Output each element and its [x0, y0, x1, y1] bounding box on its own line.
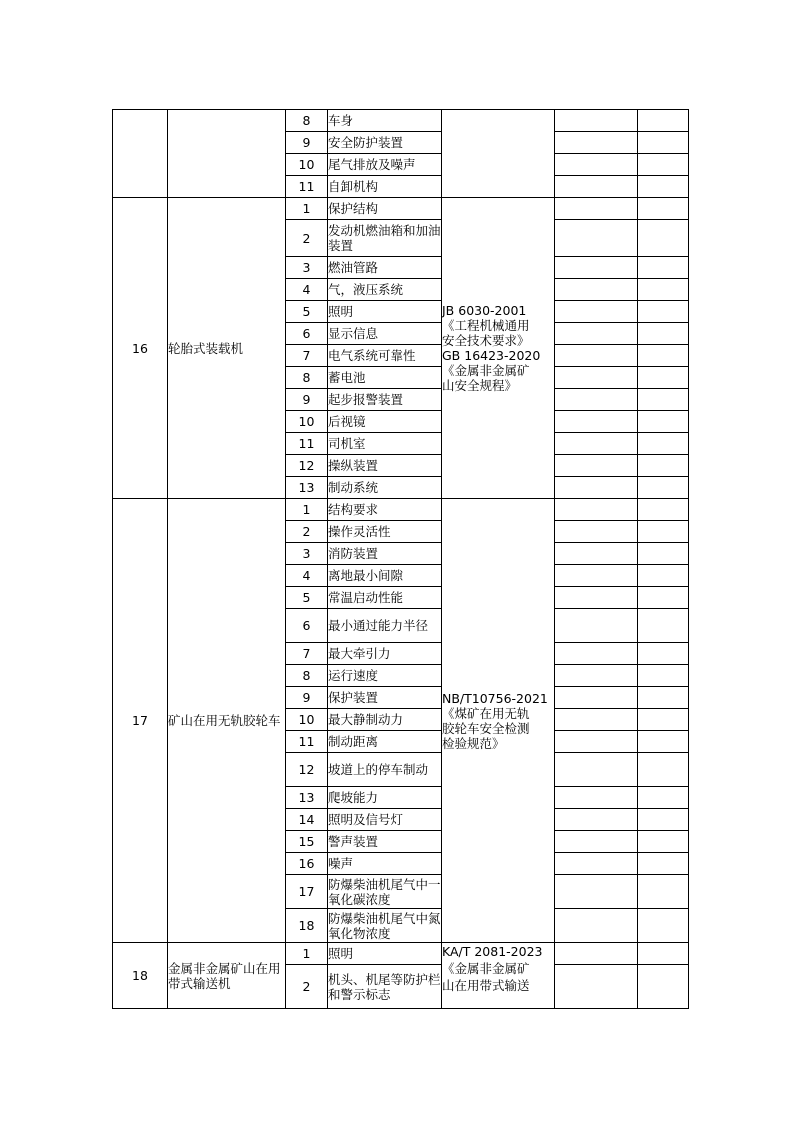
inspection-item-cell: 燃油管路: [328, 257, 442, 279]
inspection-item-cell: 显示信息: [328, 323, 442, 345]
item-number-cell: 2: [286, 521, 328, 543]
equipment-name-cell: 金属非金属矿山在用带式输送机: [168, 943, 286, 1009]
table-row: [113, 198, 689, 220]
remark-cell: [638, 965, 689, 1009]
remark-cell: [638, 132, 689, 154]
standard-line: 《金属非金属矿: [442, 363, 530, 378]
result-cell: [555, 132, 638, 154]
inspection-item-cell: 常温启动性能: [328, 587, 442, 609]
result-cell: [555, 787, 638, 809]
item-number-cell: 18: [286, 909, 328, 943]
remark-cell: [638, 323, 689, 345]
item-number-cell: 12: [286, 455, 328, 477]
item-number-cell: 17: [286, 875, 328, 909]
remark-cell: [638, 279, 689, 301]
inspection-item-cell: 蓄电池: [328, 367, 442, 389]
remark-cell: [638, 665, 689, 687]
item-number-cell: 3: [286, 257, 328, 279]
inspection-item-cell: 最小通过能力半径: [328, 609, 442, 643]
result-cell: [555, 345, 638, 367]
remark-cell: [638, 477, 689, 499]
item-number-cell: 10: [286, 154, 328, 176]
result-cell: [555, 279, 638, 301]
inspection-item-cell: 操纵装置: [328, 455, 442, 477]
item-number-cell: 13: [286, 477, 328, 499]
inspection-item-cell: 运行速度: [328, 665, 442, 687]
remark-cell: [638, 154, 689, 176]
standard-line: NB/T10756-2021: [442, 690, 548, 706]
remark-cell: [638, 389, 689, 411]
inspection-item-cell: 制动系统: [328, 477, 442, 499]
standard-cell: [442, 499, 555, 943]
standard-line: 山在用带式输送: [442, 978, 530, 993]
remark-cell: [638, 433, 689, 455]
inspection-item-cell: 最大静制动力: [328, 709, 442, 731]
inspection-item-cell: 警声装置: [328, 831, 442, 853]
remark-cell: [638, 257, 689, 279]
remark-cell: [638, 875, 689, 909]
remark-cell: [638, 110, 689, 132]
remark-cell: [638, 587, 689, 609]
inspection-item-cell: 坡道上的停车制动: [328, 753, 442, 787]
result-cell: [555, 731, 638, 753]
result-cell: [555, 301, 638, 323]
result-cell: [555, 389, 638, 411]
item-number-cell: 8: [286, 665, 328, 687]
item-number-cell: 7: [286, 345, 328, 367]
result-cell: [555, 687, 638, 709]
inspection-item-cell: 保护结构: [328, 198, 442, 220]
result-cell: [555, 753, 638, 787]
inspection-item-cell: 车身: [328, 110, 442, 132]
item-number-cell: 7: [286, 643, 328, 665]
result-cell: [555, 965, 638, 1009]
result-cell: [555, 154, 638, 176]
inspection-item-cell: 发动机燃油箱和加油装置: [328, 220, 442, 257]
inspection-item-cell: 照明: [328, 943, 442, 965]
result-cell: [555, 665, 638, 687]
remark-cell: [638, 831, 689, 853]
item-number-cell: 4: [286, 565, 328, 587]
remark-cell: [638, 367, 689, 389]
inspection-item-cell: 防爆柴油机尾气中一氧化碳浓度: [328, 876, 441, 907]
inspection-item-cell: 保护装置: [328, 687, 442, 709]
item-number-cell: 1: [286, 943, 328, 965]
remark-cell: [638, 521, 689, 543]
item-number-cell: 9: [286, 389, 328, 411]
inspection-item-cell: 电气系统可靠性: [328, 345, 442, 367]
item-number-cell: 15: [286, 831, 328, 853]
result-cell: [555, 909, 638, 943]
result-cell: [555, 587, 638, 609]
equipment-name-cell: [168, 110, 286, 198]
standard-line: GB 16423-2020: [442, 348, 541, 363]
remark-cell: [638, 198, 689, 220]
remark-cell: [638, 909, 689, 943]
item-number-cell: 12: [286, 753, 328, 787]
remark-cell: [638, 731, 689, 753]
item-number-cell: 16: [286, 853, 328, 875]
item-number-cell: 11: [286, 731, 328, 753]
item-number-cell: 1: [286, 499, 328, 521]
item-number-cell: 14: [286, 809, 328, 831]
standard-line: KA/T 2081-2023: [442, 944, 543, 959]
item-number-cell: 11: [286, 176, 328, 198]
result-cell: [555, 198, 638, 220]
standard-line: 检验规范》: [442, 735, 505, 751]
result-cell: [555, 809, 638, 831]
result-cell: [555, 875, 638, 909]
result-cell: [555, 609, 638, 643]
standard-line: 《煤矿在用无轨: [442, 705, 530, 721]
equipment-name-cell: 轮胎式装载机: [168, 198, 286, 499]
inspection-item-cell: 后视镜: [328, 411, 442, 433]
result-cell: [555, 643, 638, 665]
inspection-item-cell: 安全防护装置: [328, 132, 442, 154]
item-number-cell: 3: [286, 543, 328, 565]
result-cell: [555, 709, 638, 731]
item-number-cell: 8: [286, 367, 328, 389]
item-number-cell: 10: [286, 411, 328, 433]
item-number-cell: 6: [286, 323, 328, 345]
inspection-item-cell: 制动距离: [328, 731, 442, 753]
seq-cell: [113, 110, 168, 198]
inspection-item-cell: 司机室: [328, 433, 442, 455]
table-row: [113, 499, 689, 521]
result-cell: [555, 565, 638, 587]
result-cell: [555, 110, 638, 132]
inspection-table: [112, 109, 689, 1009]
result-cell: [555, 853, 638, 875]
result-cell: [555, 257, 638, 279]
remark-cell: [638, 301, 689, 323]
inspection-item-cell: 操作灵活性: [328, 521, 442, 543]
remark-cell: [638, 753, 689, 787]
equipment-name-cell: 矿山在用无轨胶轮车: [168, 499, 286, 943]
remark-cell: [638, 853, 689, 875]
inspection-item-cell: 尾气排放及噪声: [328, 154, 442, 176]
result-cell: [555, 367, 638, 389]
inspection-item-cell: 噪声: [328, 853, 442, 875]
standard-cell: [442, 198, 555, 499]
remark-cell: [638, 709, 689, 731]
remark-cell: [638, 809, 689, 831]
item-number-cell: 10: [286, 709, 328, 731]
inspection-item-cell: 机头、机尾等防护栏和警示标志: [328, 965, 442, 1009]
standard-line: 胶轮车安全检测: [442, 720, 530, 736]
inspection-item-cell: 结构要求: [328, 499, 442, 521]
result-cell: [555, 176, 638, 198]
standard-line: 安全技术要求》: [442, 333, 530, 348]
item-number-cell: 2: [286, 220, 328, 257]
seq-cell: 16: [113, 198, 168, 499]
item-number-cell: 9: [286, 132, 328, 154]
result-cell: [555, 477, 638, 499]
result-cell: [555, 323, 638, 345]
remark-cell: [638, 499, 689, 521]
item-number-cell: 9: [286, 687, 328, 709]
standard-cell: [442, 110, 555, 198]
inspection-item-cell: 爬坡能力: [328, 787, 442, 809]
result-cell: [555, 543, 638, 565]
result-cell: [555, 455, 638, 477]
standard-line: 《工程机械通用: [442, 318, 530, 333]
result-cell: [555, 943, 638, 965]
standard-line: 《金属非金属矿: [442, 961, 530, 976]
inspection-item-cell: 离地最小间隙: [328, 565, 442, 587]
inspection-item-cell: 消防装置: [328, 543, 442, 565]
inspection-item-cell: 起步报警装置: [328, 389, 442, 411]
result-cell: [555, 433, 638, 455]
item-number-cell: 6: [286, 609, 328, 643]
remark-cell: [638, 176, 689, 198]
item-number-cell: 13: [286, 787, 328, 809]
remark-cell: [638, 455, 689, 477]
result-cell: [555, 521, 638, 543]
remark-cell: [638, 411, 689, 433]
remark-cell: [638, 943, 689, 965]
seq-cell: 18: [113, 943, 168, 1009]
remark-cell: [638, 543, 689, 565]
standard-line: JB 6030-2001: [442, 303, 527, 318]
seq-cell: 17: [113, 499, 168, 943]
result-cell: [555, 499, 638, 521]
inspection-item-cell: 防爆柴油机尾气中氮氧化物浓度: [328, 910, 441, 941]
result-cell: [555, 411, 638, 433]
inspection-item-cell: 照明及信号灯: [328, 809, 442, 831]
item-number-cell: 11: [286, 433, 328, 455]
item-number-cell: 2: [286, 965, 328, 1009]
item-number-cell: 4: [286, 279, 328, 301]
table-row: [113, 110, 689, 132]
inspection-item-cell: 最大牵引力: [328, 643, 442, 665]
remark-cell: [638, 565, 689, 587]
item-number-cell: 5: [286, 587, 328, 609]
remark-cell: [638, 687, 689, 709]
item-number-cell: 1: [286, 198, 328, 220]
remark-cell: [638, 787, 689, 809]
result-cell: [555, 831, 638, 853]
inspection-item-cell: 气，液压系统: [328, 279, 442, 301]
standard-cell: [442, 943, 555, 1009]
inspection-item-cell: 自卸机构: [328, 176, 442, 198]
remark-cell: [638, 643, 689, 665]
item-number-cell: 5: [286, 301, 328, 323]
result-cell: [555, 220, 638, 257]
remark-cell: [638, 609, 689, 643]
remark-cell: [638, 345, 689, 367]
standard-line: 山安全规程》: [442, 378, 518, 393]
inspection-item-cell: 照明: [328, 301, 442, 323]
item-number-cell: 8: [286, 110, 328, 132]
remark-cell: [638, 220, 689, 257]
table-row: [113, 943, 689, 965]
